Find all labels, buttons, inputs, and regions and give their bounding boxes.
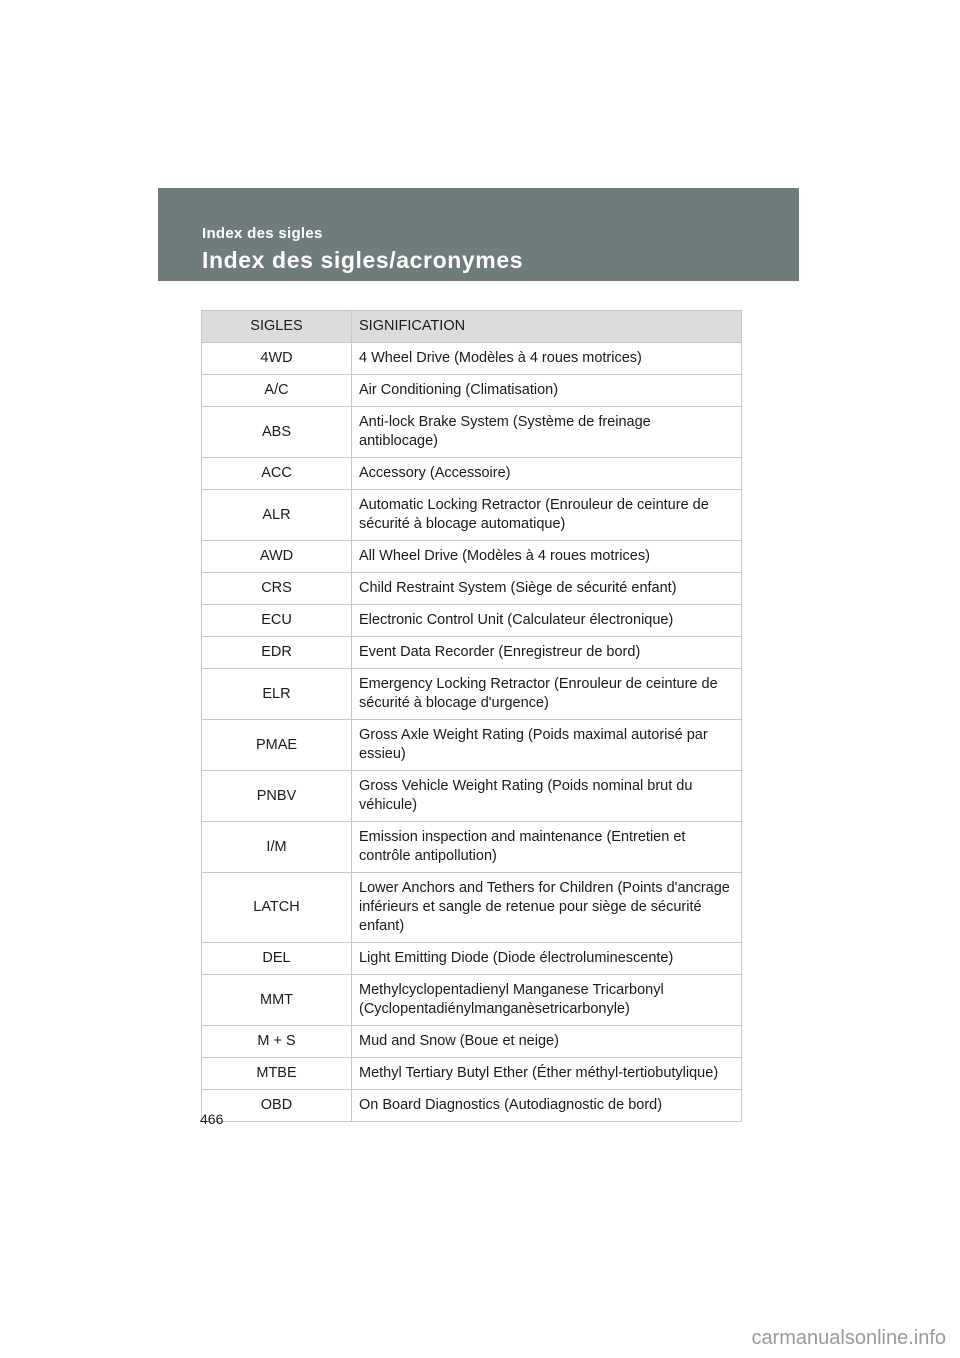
meaning-cell: Anti-lock Brake System (Système de freinage antiblocage) bbox=[352, 407, 742, 458]
table-row bbox=[202, 771, 742, 822]
meaning-cell: Automatic Locking Retractor (Enrouleur de ceinture de sécurité à blocage automatique) bbox=[352, 490, 742, 541]
meaning-cell: Gross Axle Weight Rating (Poids maximal autorisé par essieu) bbox=[352, 720, 742, 771]
meaning-cell: On Board Diagnostics (Autodiagnostic de bord) bbox=[352, 1090, 742, 1122]
meaning-cell: Gross Vehicle Weight Rating (Poids nominal brut du véhicule) bbox=[352, 771, 742, 822]
meaning-cell: All Wheel Drive (Modèles à 4 roues motrices) bbox=[352, 541, 742, 573]
table-row bbox=[202, 1058, 742, 1090]
table-row bbox=[202, 343, 742, 375]
column-header-sigles: SIGLES bbox=[202, 311, 352, 343]
acronyms-table bbox=[201, 310, 742, 1122]
acronym-cell: ABS bbox=[202, 407, 352, 458]
table-row bbox=[202, 637, 742, 669]
meaning-cell: Methyl Tertiary Butyl Ether (Éther méthyl-tertiobutylique) bbox=[352, 1058, 742, 1090]
meaning-cell: 4 Wheel Drive (Modèles à 4 roues motrices) bbox=[352, 343, 742, 375]
acronym-cell: OBD bbox=[202, 1090, 352, 1122]
meaning-cell: Electronic Control Unit (Calculateur électronique) bbox=[352, 605, 742, 637]
acronym-cell: PNBV bbox=[202, 771, 352, 822]
acronym-cell: M + S bbox=[202, 1026, 352, 1058]
table-row bbox=[202, 943, 742, 975]
table-row bbox=[202, 407, 742, 458]
table-row bbox=[202, 873, 742, 943]
acronym-cell: AWD bbox=[202, 541, 352, 573]
acronym-cell: PMAE bbox=[202, 720, 352, 771]
table-row bbox=[202, 822, 742, 873]
table-row bbox=[202, 490, 742, 541]
meaning-cell: Child Restraint System (Siège de sécurité enfant) bbox=[352, 573, 742, 605]
meaning-cell: Mud and Snow (Boue et neige) bbox=[352, 1026, 742, 1058]
column-header-signification: SIGNIFICATION bbox=[352, 311, 742, 343]
acronym-cell: 4WD bbox=[202, 343, 352, 375]
acronym-cell: MMT bbox=[202, 975, 352, 1026]
acronym-cell: MTBE bbox=[202, 1058, 352, 1090]
section-header bbox=[158, 188, 799, 281]
page-title: Index des sigles/acronymes bbox=[202, 247, 524, 273]
meaning-cell: Methylcyclopentadienyl Manganese Tricarbonyl (Cyclopentadiénylmanganèsetricarbonyle) bbox=[352, 975, 742, 1026]
table-row bbox=[202, 720, 742, 771]
acronym-cell: CRS bbox=[202, 573, 352, 605]
section-subtitle: Index des sigles bbox=[202, 225, 323, 242]
table-row bbox=[202, 605, 742, 637]
table-header-row bbox=[202, 311, 742, 343]
table-row bbox=[202, 669, 742, 720]
meaning-cell: Accessory (Accessoire) bbox=[352, 458, 742, 490]
table-row bbox=[202, 541, 742, 573]
acronym-cell: EDR bbox=[202, 637, 352, 669]
meaning-cell: Event Data Recorder (Enregistreur de bord) bbox=[352, 637, 742, 669]
acronym-cell: DEL bbox=[202, 943, 352, 975]
acronym-cell: ALR bbox=[202, 490, 352, 541]
table-row bbox=[202, 573, 742, 605]
acronym-cell: ECU bbox=[202, 605, 352, 637]
meaning-cell: Emission inspection and maintenance (Entretien et contrôle antipollution) bbox=[352, 822, 742, 873]
table-row bbox=[202, 458, 742, 490]
table-row bbox=[202, 375, 742, 407]
table-body bbox=[202, 343, 742, 1122]
table-row bbox=[202, 975, 742, 1026]
table-row bbox=[202, 1090, 742, 1122]
meaning-cell: Air Conditioning (Climatisation) bbox=[352, 375, 742, 407]
meaning-cell: Light Emitting Diode (Diode électroluminescente) bbox=[352, 943, 742, 975]
acronym-cell: ELR bbox=[202, 669, 352, 720]
table-row bbox=[202, 1026, 742, 1058]
acronym-cell: ACC bbox=[202, 458, 352, 490]
meaning-cell: Lower Anchors and Tethers for Children (Points d'ancrage inférieurs et sangle de retenue pour siège de sécurité enfant) bbox=[352, 873, 742, 943]
meaning-cell: Emergency Locking Retractor (Enrouleur de ceinture de sécurité à blocage d'urgence) bbox=[352, 669, 742, 720]
acronym-cell: A/C bbox=[202, 375, 352, 407]
acronym-cell: I/M bbox=[202, 822, 352, 873]
watermark: carmanualsonline.info bbox=[751, 1327, 946, 1349]
page-number: 466 bbox=[200, 1111, 224, 1127]
acronym-cell: LATCH bbox=[202, 873, 352, 943]
